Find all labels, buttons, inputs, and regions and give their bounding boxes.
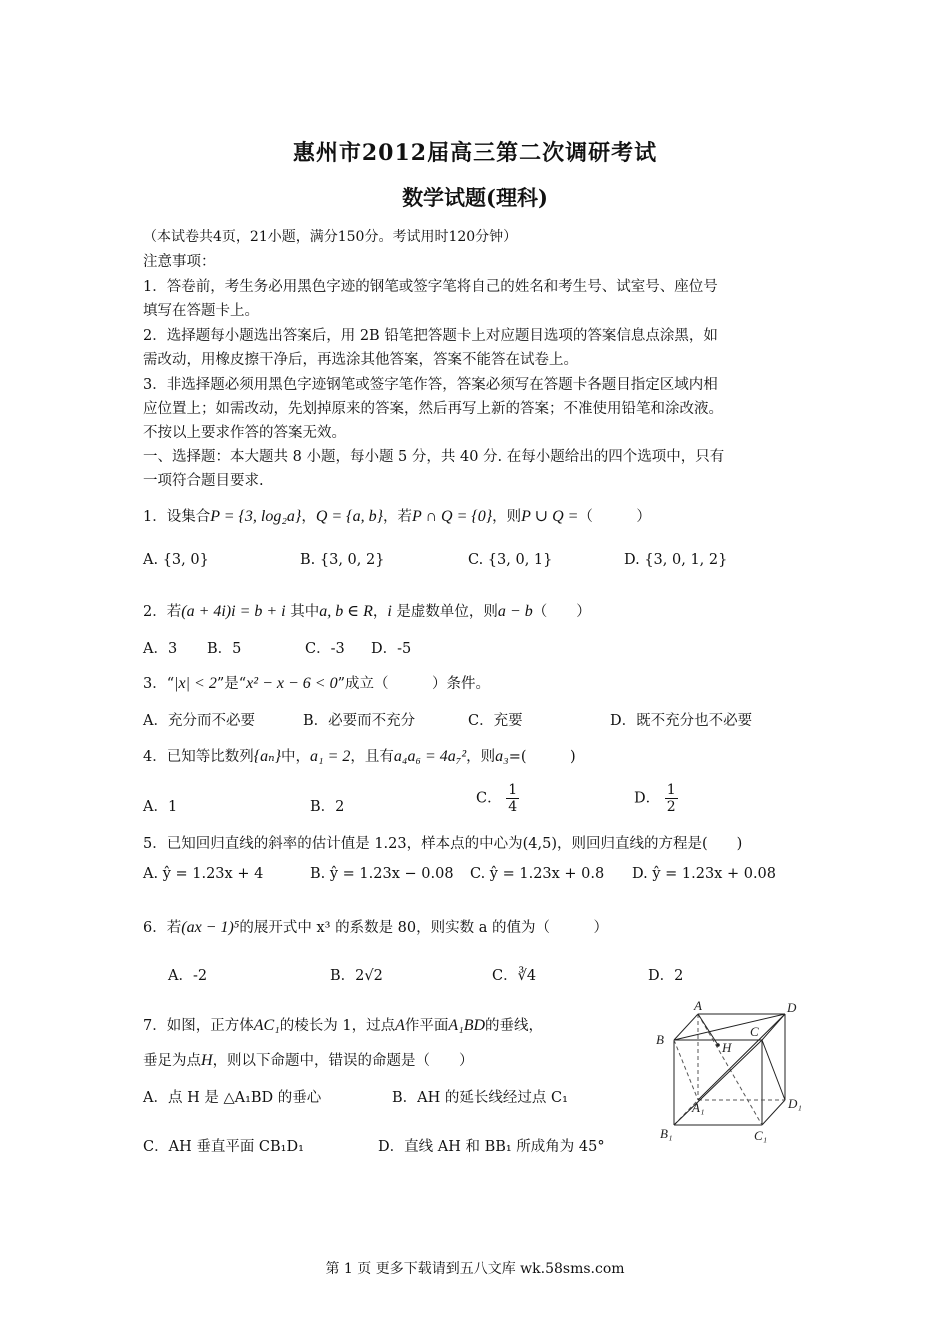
q2-option-c: C．-3: [305, 641, 345, 657]
q1-sep: ，: [301, 509, 316, 525]
q1-option-a: A. {3, 0}: [143, 552, 209, 568]
q1-text: 1．设集合: [143, 509, 211, 525]
cube-label-d1: D₁: [788, 1096, 802, 1111]
question-6-stem: [143, 916, 608, 937]
q4-text: ，且有: [350, 749, 394, 765]
exam-title: 惠州市2012届高三第二次调研考试: [292, 140, 658, 166]
q2-option-d: D．-5: [371, 641, 412, 657]
q2-text: 其中: [285, 604, 320, 620]
q7-text: ，则以下命题中，错误的命题是（ ）: [212, 1053, 474, 1069]
q2-expr: (a + 4i)i = b + i: [181, 603, 286, 620]
q1-option-c: C. {3, 0, 1}: [468, 552, 553, 568]
q3-option-b: B．必要而不充分: [303, 713, 416, 729]
notice-line: 填写在答题卡上。: [143, 303, 259, 319]
q2-option-a: A．3: [143, 641, 178, 657]
q4-option-b: B．2: [310, 799, 345, 815]
q3-text: 3．“: [143, 676, 175, 692]
q3-text: ”是“: [216, 676, 247, 692]
q7-option-c: C．AH 垂直平面 CB₁D₁: [143, 1139, 304, 1155]
q1-text: ，若: [382, 509, 412, 525]
q3-option-d: D．既不充分也不必要: [610, 713, 753, 729]
q4-option-d-fraction: [665, 782, 678, 815]
q5-option-d: D. ŷ = 1.23x + 0.08: [632, 866, 777, 882]
cube-label-d: D: [787, 1000, 797, 1015]
cube-figure: [650, 1000, 810, 1150]
q7-text: 的棱长为 1，过点: [279, 1018, 396, 1034]
q6-option-c: C．∛4: [492, 968, 537, 984]
cube-label-b1: B₁: [660, 1126, 673, 1141]
fraction-denominator: 4: [508, 799, 518, 815]
q7-option-d: D．直线 AH 和 BB₁ 所成角为 45°: [378, 1139, 605, 1155]
q2-option-b: B．5: [207, 641, 242, 657]
q4-prod: a₄a₆ = 4a₇²: [393, 748, 467, 765]
q3-text: ”成立（ ）条件。: [337, 676, 490, 692]
q1-intersection: P ∩ Q = {0}: [411, 508, 493, 525]
q6-option-b: B．2√2: [330, 968, 383, 984]
cube-label-a: A: [694, 1000, 702, 1013]
q4-text: 4．已知等比数列: [143, 749, 254, 765]
q7-text: 的垂线，: [485, 1018, 544, 1034]
q6-option-a: A．-2: [168, 968, 208, 984]
notice-line: 3．非选择题必须用黑色字迹钢笔或签字笔作答，答案必须写在答题卡各题目指定区域内相: [143, 377, 718, 393]
q2-answer-paren: （ ）: [532, 604, 591, 620]
q7-option-a: A．点 H 是 △A₁BD 的垂心: [143, 1090, 322, 1106]
q7-plane: A₁BD: [448, 1017, 486, 1034]
q7-point-a: A: [395, 1017, 405, 1034]
section-heading: 一、选择题：本大题共 8 小题，每小题 5 分，共 40 分. 在每小题给出的四个选项中，只有: [143, 449, 725, 465]
q1-option-b: B. {3, 0, 2}: [300, 552, 385, 568]
q4-option-c: [476, 782, 519, 815]
q3-option-c: C．充要: [468, 713, 523, 729]
section-heading-cont: 一项符合题目要求.: [143, 473, 264, 489]
page-footer: 第 1 页 更多下载请到五八文库 wk.58sms.com: [325, 1261, 625, 1277]
q1-text: ，则: [492, 509, 522, 525]
fraction-denominator: 2: [666, 799, 676, 815]
q6-expr: (ax − 1)⁵: [181, 919, 240, 936]
q2-text: 是虚数单位，则: [391, 604, 498, 620]
question-4-stem: [143, 745, 576, 766]
q1-answer-paren: （ ）: [578, 509, 651, 525]
q7-ac1: AC₁: [253, 1017, 280, 1034]
fraction-numerator: 1: [508, 782, 518, 798]
cube-label-a1: A₁: [692, 1100, 705, 1115]
q4-answer-paren: =( ): [508, 749, 576, 765]
q3-cond1: |x| < 2: [174, 675, 217, 692]
question-7-line-2: [143, 1049, 474, 1070]
cube-label-b: B: [656, 1032, 664, 1047]
q4-option-d-label: D．: [634, 790, 661, 807]
q2-text: 2．若: [143, 604, 182, 620]
q5-option-c: C. ŷ = 1.23x + 0.8: [470, 866, 605, 882]
question-2-stem: [143, 600, 591, 621]
q4-option-d: [634, 782, 678, 815]
q1-union: P ∪ Q =: [521, 508, 579, 525]
cube-label-c1: C₁: [754, 1128, 768, 1143]
q1-option-d: D. {3, 0, 1, 2}: [624, 552, 728, 568]
cube-label-h: H: [722, 1040, 732, 1055]
q5-option-a: A. ŷ = 1.23x + 4: [143, 866, 264, 882]
exam-subtitle: 数学试题(理科): [402, 185, 548, 210]
q7-text: 7．如图，正方体: [143, 1018, 254, 1034]
notice-line: 应位置上；如需改动，先划掉原来的答案，然后再写上新的答案；不准使用铅笔和涂改液。: [143, 401, 723, 417]
notice-line: 2．选择题每小题选出答案后，用 2B 铅笔把答题卡上对应题目选项的答案信息点涂黑，如: [143, 328, 718, 344]
q1-set-p: P = {3, log₂a}: [210, 508, 302, 525]
q2-i: i: [387, 603, 392, 620]
notice-line: 不按以上要求作答的答案无效。: [143, 425, 346, 441]
q4-option-a: A．1: [143, 799, 178, 815]
q6-option-d: D．2: [648, 968, 684, 984]
q3-cond2: x² − x − 6 < 0: [246, 675, 338, 692]
q3-option-a: A．充分而不必要: [143, 713, 255, 729]
q4-seq: {aₙ}: [253, 748, 282, 765]
question-7-line-1: [143, 1014, 543, 1035]
q4-option-c-fraction: [506, 782, 519, 815]
q4-a1: a₁ = 2: [310, 748, 351, 765]
question-5-stem: 5．已知回归直线的斜率的估计值是 1.23，样本点的中心为(4,5)，则回归直线的方程是( ): [143, 836, 743, 852]
notice-line: 需改动，用橡皮擦干净后，再选涂其他答案，答案不能答在试卷上。: [143, 352, 578, 368]
cube-label-c: C: [750, 1024, 759, 1039]
q7-point-h: H: [201, 1052, 213, 1069]
q7-text: 垂足为点: [143, 1053, 201, 1069]
q6-text: 的展开式中 x³ 的系数是 80，则实数 a 的值为（ ）: [239, 920, 608, 936]
q7-text: 作平面: [404, 1018, 449, 1034]
q5-option-b: B. ŷ = 1.23x − 0.08: [310, 866, 454, 882]
q4-text: 中，: [281, 749, 311, 765]
question-1-stem: [143, 505, 651, 526]
q7-option-b: B．AH 的延长线经过点 C₁: [392, 1090, 568, 1106]
q1-set-q: Q = {a, b}: [315, 508, 383, 525]
notice-line: 1．答卷前，考生务必用黑色字迹的钢笔或签字笔将自己的姓名和考生号、试室号、座位号: [143, 279, 718, 295]
q4-a3: a₃: [495, 748, 509, 765]
q2-diff: a − b: [497, 603, 533, 620]
fraction-numerator: 1: [666, 782, 676, 798]
q2-sep: ，: [372, 604, 388, 620]
notice-heading: 注意事项：: [143, 254, 216, 270]
exam-intro: （本试卷共4页，21小题，满分150分。考试用时120分钟）: [143, 229, 518, 245]
q2-cond: a, b ∈ R: [319, 603, 373, 620]
q4-option-c-label: C．: [476, 790, 502, 807]
question-3-stem: [143, 672, 490, 693]
q6-text: 6．若: [143, 920, 182, 936]
q4-text: ，则: [466, 749, 496, 765]
